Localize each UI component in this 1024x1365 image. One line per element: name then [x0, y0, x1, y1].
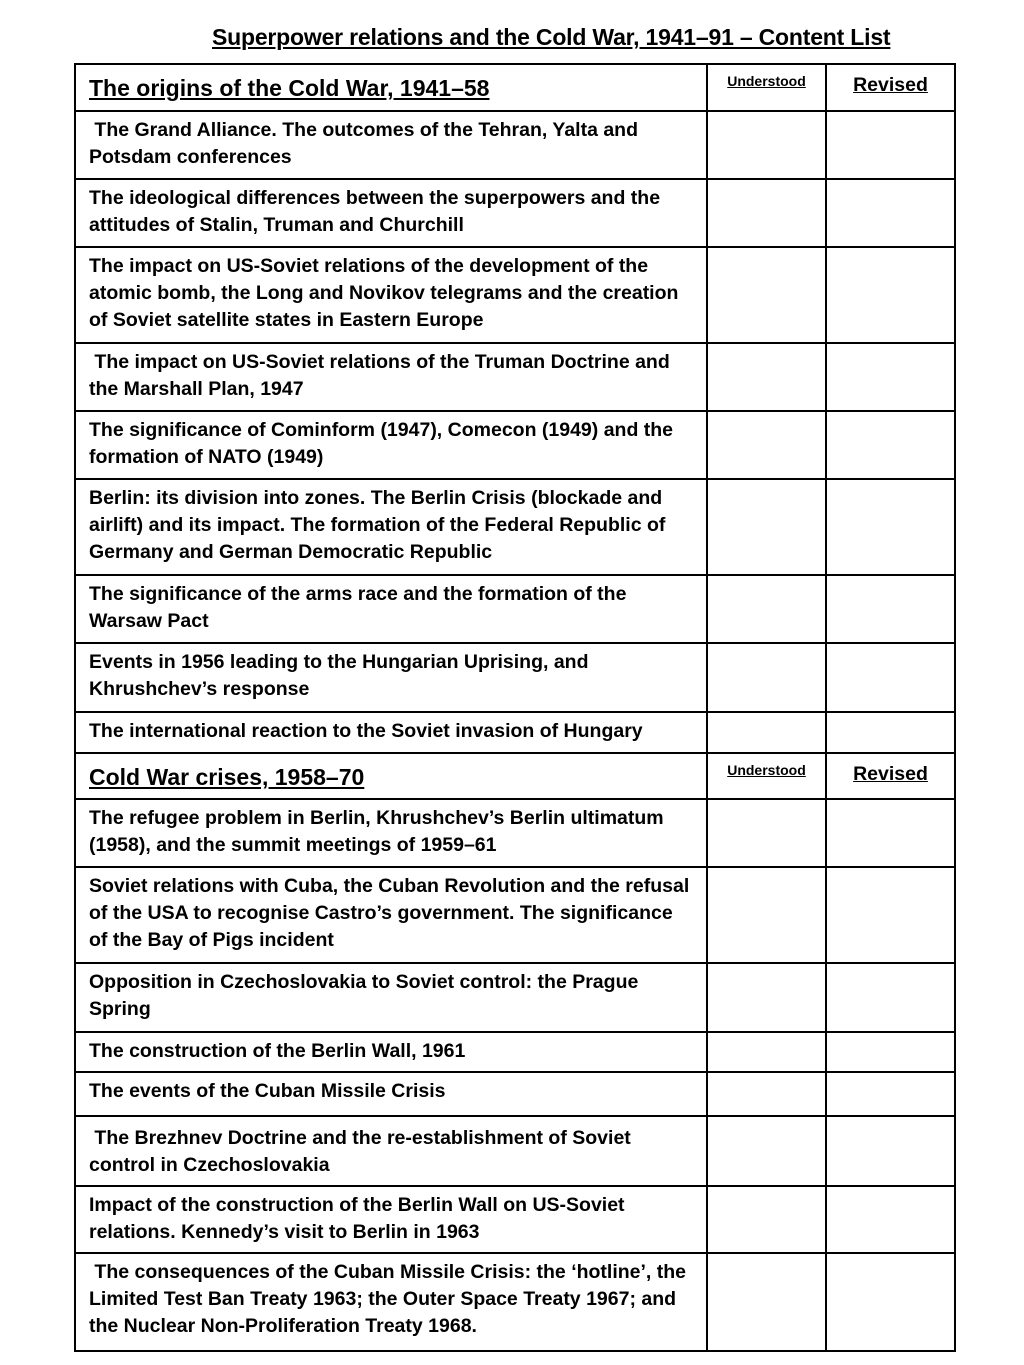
revised-checkbox[interactable]	[826, 247, 955, 343]
understood-checkbox[interactable]	[707, 1032, 826, 1072]
topic-row	[75, 179, 955, 247]
topic-text: The international reaction to the Soviet invasion of Hungary	[75, 712, 707, 753]
topic-row	[75, 343, 955, 411]
understood-checkbox[interactable]	[707, 1186, 826, 1253]
revised-column-header: Revised	[826, 753, 955, 799]
topic-row	[75, 1072, 955, 1116]
understood-checkbox[interactable]	[707, 479, 826, 575]
revised-checkbox[interactable]	[826, 643, 955, 712]
understood-checkbox[interactable]	[707, 867, 826, 963]
understood-checkbox[interactable]	[707, 179, 826, 247]
revised-column-header: Revised	[826, 64, 955, 111]
revised-checkbox[interactable]	[826, 867, 955, 963]
understood-checkbox[interactable]	[707, 643, 826, 712]
topic-text: The ideological differences between the superpowers and the attitudes of Stalin, Truman and Churchill	[75, 179, 707, 247]
understood-checkbox[interactable]	[707, 575, 826, 643]
understood-column-header: Understood	[707, 753, 826, 799]
topic-text: Opposition in Czechoslovakia to Soviet control: the Prague Spring	[75, 963, 707, 1032]
topic-text: The construction of the Berlin Wall, 1961	[75, 1032, 707, 1072]
section-heading: The origins of the Cold War, 1941–58	[75, 64, 707, 111]
revised-checkbox[interactable]	[826, 343, 955, 411]
topic-text: Impact of the construction of the Berlin Wall on US-Soviet relations. Kennedy’s visit to Berlin in 1963	[75, 1186, 707, 1253]
understood-checkbox[interactable]	[707, 411, 826, 479]
topic-row	[75, 799, 955, 867]
topic-row	[75, 479, 955, 575]
understood-checkbox[interactable]	[707, 247, 826, 343]
topic-text: The Brezhnev Doctrine and the re-establishment of Soviet control in Czechoslovakia	[75, 1116, 707, 1186]
topic-text: Soviet relations with Cuba, the Cuban Revolution and the refusal of the USA to recognise Castro’s government. The significance of the Bay of Pigs incident	[75, 867, 707, 963]
topic-row	[75, 111, 955, 179]
topic-row	[75, 1253, 955, 1351]
page-title: Superpower relations and the Cold War, 1941–91 – Content List	[212, 24, 891, 50]
topic-text: The impact on US-Soviet relations of the Truman Doctrine and the Marshall Plan, 1947	[75, 343, 707, 411]
revised-checkbox[interactable]	[826, 963, 955, 1032]
revised-checkbox[interactable]	[826, 1116, 955, 1186]
topic-row	[75, 247, 955, 343]
topic-text: The events of the Cuban Missile Crisis	[75, 1072, 707, 1116]
revised-checkbox[interactable]	[826, 799, 955, 867]
topic-text: The significance of Cominform (1947), Comecon (1949) and the formation of NATO (1949)	[75, 411, 707, 479]
section-header-row	[75, 753, 955, 799]
topic-row	[75, 712, 955, 753]
section-header-row	[75, 64, 955, 111]
understood-checkbox[interactable]	[707, 1253, 826, 1351]
topic-row	[75, 575, 955, 643]
revised-checkbox[interactable]	[826, 1186, 955, 1253]
section-heading: Cold War crises, 1958–70	[75, 753, 707, 799]
topic-text: The consequences of the Cuban Missile Crisis: the ‘hotline’, the Limited Test Ban Treaty 1963; the Outer Space Treaty 1967; and the Nuclear Non-Proliferation Treaty 1968.	[75, 1253, 707, 1351]
revised-checkbox[interactable]	[826, 411, 955, 479]
topic-row	[75, 643, 955, 712]
understood-checkbox[interactable]	[707, 963, 826, 1032]
revised-checkbox[interactable]	[826, 575, 955, 643]
topic-text: The significance of the arms race and the formation of the Warsaw Pact	[75, 575, 707, 643]
understood-checkbox[interactable]	[707, 1116, 826, 1186]
revised-checkbox[interactable]	[826, 479, 955, 575]
understood-checkbox[interactable]	[707, 343, 826, 411]
topic-row	[75, 1032, 955, 1072]
topic-row	[75, 411, 955, 479]
topic-row	[75, 867, 955, 963]
revised-checkbox[interactable]	[826, 712, 955, 753]
topic-text: Events in 1956 leading to the Hungarian Uprising, and Khrushchev’s response	[75, 643, 707, 712]
understood-checkbox[interactable]	[707, 799, 826, 867]
revised-checkbox[interactable]	[826, 1253, 955, 1351]
content-list-table	[74, 63, 956, 1352]
topic-text: The Grand Alliance. The outcomes of the Tehran, Yalta and Potsdam conferences	[75, 111, 707, 179]
revised-checkbox[interactable]	[826, 1072, 955, 1116]
understood-checkbox[interactable]	[707, 712, 826, 753]
topic-row	[75, 1186, 955, 1253]
topic-row	[75, 1116, 955, 1186]
understood-column-header: Understood	[707, 64, 826, 111]
understood-checkbox[interactable]	[707, 111, 826, 179]
revised-checkbox[interactable]	[826, 1032, 955, 1072]
topic-text: The impact on US-Soviet relations of the development of the atomic bomb, the Long and Novikov telegrams and the creation of Soviet satellite states in Eastern Europe	[75, 247, 707, 343]
understood-checkbox[interactable]	[707, 1072, 826, 1116]
topic-row	[75, 963, 955, 1032]
revised-checkbox[interactable]	[826, 111, 955, 179]
topic-text: The refugee problem in Berlin, Khrushchev’s Berlin ultimatum (1958), and the summit meetings of 1959–61	[75, 799, 707, 867]
revised-checkbox[interactable]	[826, 179, 955, 247]
topic-text: Berlin: its division into zones. The Berlin Crisis (blockade and airlift) and its impact. The formation of the Federal Republic of Germany and German Democratic Republic	[75, 479, 707, 575]
